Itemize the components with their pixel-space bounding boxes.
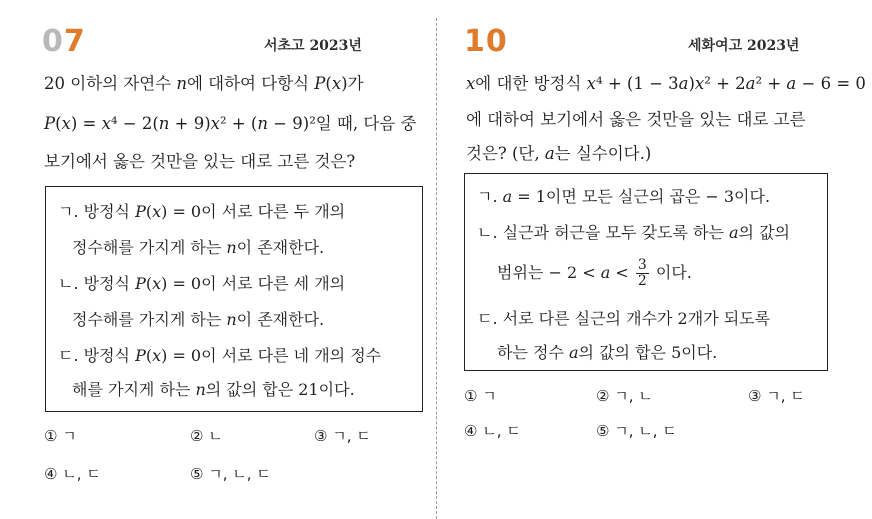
choice-1[interactable]: ① ㄱ bbox=[44, 427, 77, 445]
option-nieun-line-1: ㄴ. 실근과 허근을 모두 갖도록 하는 𝑎의 값의 bbox=[477, 223, 790, 242]
choice-3[interactable]: ③ ㄱ, ㄷ bbox=[748, 387, 805, 405]
choice-2[interactable]: ② ㄱ, ㄴ bbox=[596, 387, 653, 405]
option-nieun-line-2: 정수해를 가지게 하는 𝑛이 존재한다. bbox=[72, 310, 325, 329]
option-nieun-suffix: 이다. bbox=[655, 263, 692, 282]
question-line-3: 것은? (단, 𝑎는 실수이다.) bbox=[466, 144, 652, 163]
option-giyeok-line-2: 정수해를 가지게 하는 𝑛이 존재한다. bbox=[72, 238, 325, 257]
problem-source: 세화여고 2023년 bbox=[688, 38, 800, 54]
option-nieun-line-1: ㄴ. 방정식 𝑃(𝑥) = 0이 서로 다른 세 개의 bbox=[58, 274, 346, 293]
question-line-2: 𝑃(𝑥) = 𝑥⁴ − 2(𝑛 + 9)𝑥² + (𝑛 − 9)²일 때, 다음 중 bbox=[44, 114, 417, 133]
option-digeut-line-2: 하는 정수 𝑎의 값의 합은 5이다. bbox=[497, 343, 718, 362]
question-line-3: 보기에서 옳은 것만을 있는 대로 고른 것은? bbox=[44, 152, 356, 171]
option-giyeok-line-1: ㄱ. 𝑎 = 1이면 모든 실근의 곱은 − 3이다. bbox=[477, 187, 771, 206]
choice-4[interactable]: ④ ㄴ, ㄷ bbox=[44, 465, 101, 483]
choice-2[interactable]: ② ㄴ bbox=[190, 427, 223, 445]
problem-10 bbox=[438, 0, 872, 519]
option-giyeok-line-1: ㄱ. 방정식 𝑃(𝑥) = 0이 서로 다른 두 개의 bbox=[58, 202, 346, 221]
option-nieun-range-text: 범위는 − 2 < 𝑎 < bbox=[497, 263, 629, 282]
problem-number bbox=[42, 24, 86, 59]
option-digeut-line-1: ㄷ. 방정식 𝑃(𝑥) = 0이 서로 다른 네 개의 정수 bbox=[58, 346, 382, 365]
question-line-1: 20 이하의 자연수 𝑛에 대하여 다항식 𝑃(𝑥)가 bbox=[44, 74, 364, 93]
fraction-denominator: 2 bbox=[637, 273, 647, 289]
problem-number-prefix: 0 bbox=[42, 24, 64, 59]
options-box bbox=[45, 186, 423, 412]
choice-4[interactable]: ④ ㄴ, ㄷ bbox=[464, 422, 521, 440]
problem-source: 서초고 2023년 bbox=[264, 38, 362, 54]
problem-number: 10 bbox=[464, 24, 508, 59]
options-box bbox=[464, 173, 828, 371]
choice-1[interactable]: ① ㄱ bbox=[464, 387, 497, 405]
column-divider bbox=[436, 18, 437, 519]
option-nieun-line-2 bbox=[497, 258, 692, 289]
choice-3[interactable]: ③ ㄱ, ㄷ bbox=[314, 427, 371, 445]
fraction-three-halves bbox=[636, 258, 649, 289]
option-digeut-line-2: 해를 가지게 하는 𝑛의 값의 합은 21이다. bbox=[72, 380, 355, 399]
fraction-numerator: 3 bbox=[637, 257, 647, 273]
choice-5[interactable]: ⑤ ㄱ, ㄴ, ㄷ bbox=[190, 465, 271, 483]
problem-number-digit: 7 bbox=[63, 24, 86, 59]
question-line-1: 𝑥에 대한 방정식 𝑥⁴ + (1 − 3𝑎)𝑥² + 2𝑎² + 𝑎 − 6 = 0 bbox=[466, 74, 866, 93]
choice-5[interactable]: ⑤ ㄱ, ㄴ, ㄷ bbox=[596, 422, 677, 440]
option-digeut-line-1: ㄷ. 서로 다른 실근의 개수가 2개가 되도록 bbox=[477, 309, 771, 328]
question-line-2: 에 대하여 보기에서 옳은 것만을 있는 대로 고른 bbox=[466, 110, 806, 129]
